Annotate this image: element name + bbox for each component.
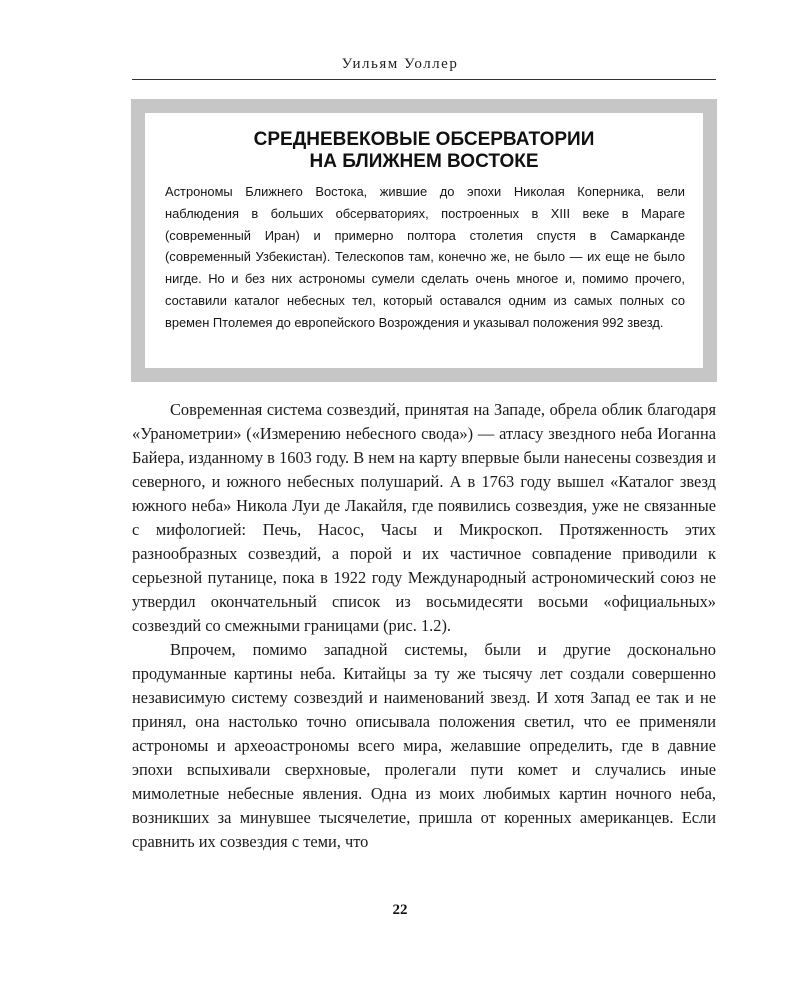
running-header: Уильям Уоллер [341, 56, 459, 72]
page-number: 22 [392, 902, 408, 918]
paragraph-1: Современная система созвездий, принятая на Западе, обрела облик благодаря «Уранометрии» («Измерению небесного свода») — атласу звездного неба Иоганна Байера, изданному в 1603 году. В нем на карту впервые были нанесены созвездия и северного, и южного небесных полушарий. А в 1763 году вышел «Каталог звезд южного неба» Никола Луи де Лакайля, где появились созвездия, уже не связанные с мифологией: Печь, Насос, Часы и Микроскоп. Протяженность этих разнообразных созвездий, а порой и их частичное совпадение приводили к серьезной путанице, пока в 1922 году Международный астрономический союз не утвердил окончательный список из восьмидесяти восьми «официальных» созвездий со смежными границами (рис. 1.2). [132, 400, 716, 635]
main-text [132, 398, 716, 854]
sidebar-title-line-2: НА БЛИЖНЕМ ВОСТОКЕ [309, 151, 539, 172]
header-rule [132, 79, 716, 80]
sidebar-box [131, 99, 717, 382]
paragraph-2: Впрочем, помимо западной системы, были и другие досконально продуманные картины неба. Китайцы за ту же тысячу лет создали совершенно независимую систему созвездий и наименований звезд. И хотя Запад ее так и не принял, она настолько точно описывала положения светил, что ее применяли астрономы и археоастрономы всего мира, желавшие определить, где в давние эпохи вспыхивали сверхновые, пролегали пути комет и случались иные мимолетные небесные явления. Одна из моих любимых картин ночного неба, возникших за минувшее тысячелетие, пришла от коренных американцев. Если сравнить их созвездия с теми, что [132, 640, 716, 851]
sidebar-body: Астрономы Ближнего Востока, жившие до эпохи Николая Коперника, вели наблюдения в больших обсерваториях, построенных в XIII веке в Мараге (современный Иран) и примерно полтора столетия спустя в Самарканде (современный Узбекистан). Телескопов там, конечно же, не было — их еще не было нигде. Но и без них астрономы сумели сделать очень многое и, помимо прочего, составили каталог небесных тел, который оставался одним из самых полных со времен Птолемея до европейского Возрождения и указывал положения 992 звезд. [165, 184, 685, 330]
sidebar-title [145, 129, 703, 173]
sidebar-title-line-1: СРЕДНЕВЕКОВЫЕ ОБСЕРВАТОРИИ [253, 129, 595, 150]
